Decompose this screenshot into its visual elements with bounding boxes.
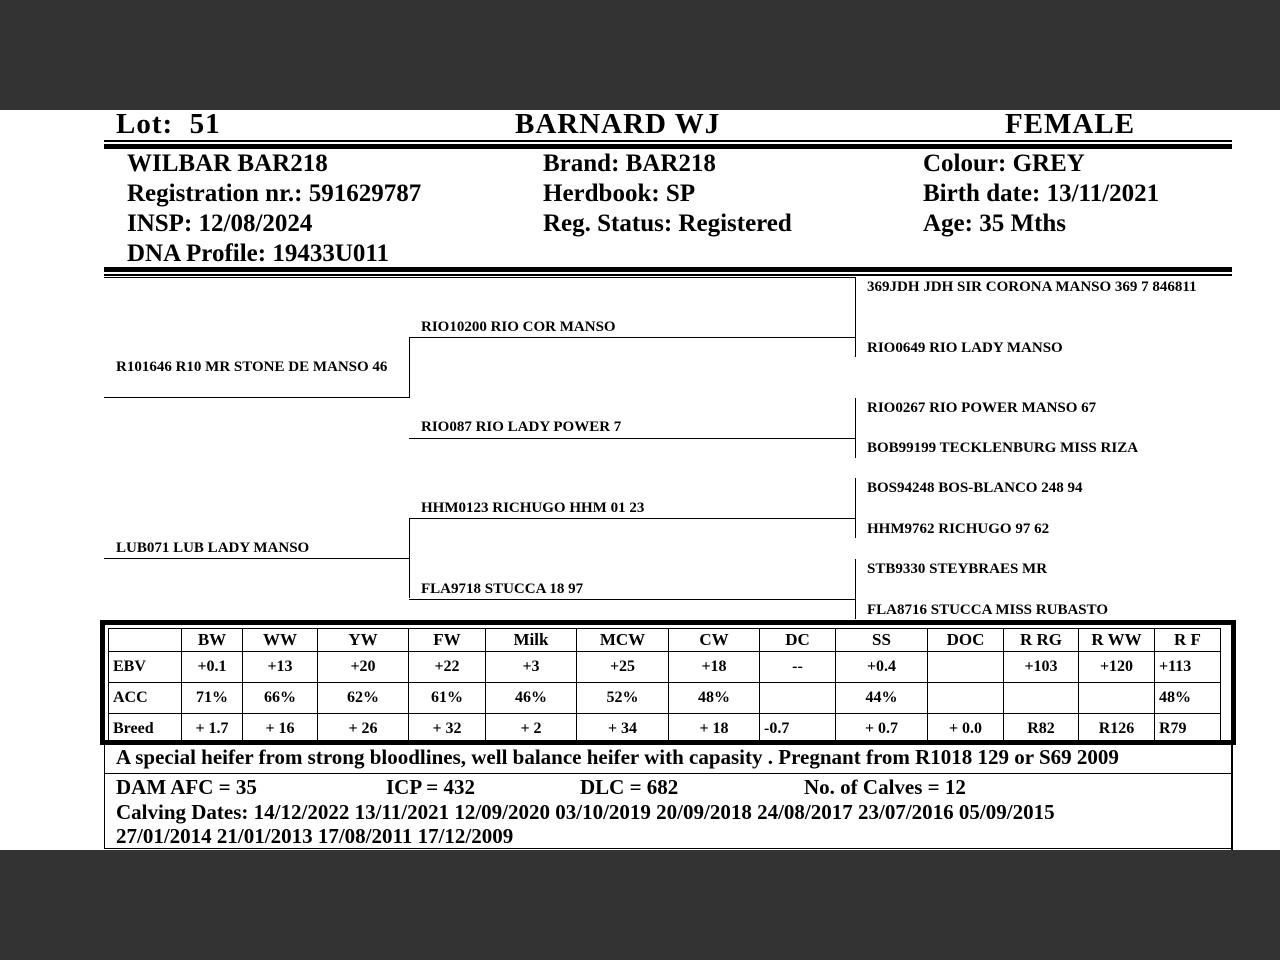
ggp-7: STB9330 STEYBRAES MR xyxy=(867,561,1048,577)
dam-calves: No. of Calves = 12 xyxy=(804,775,966,799)
animal-name: WILBAR BAR218 xyxy=(127,150,328,177)
sire-dam-line xyxy=(409,438,856,439)
reg-status: Reg. Status: Registered xyxy=(543,210,792,237)
acc-cell xyxy=(1079,683,1155,714)
breed-cell: R79 xyxy=(1155,714,1221,745)
sire-bracket xyxy=(409,338,410,398)
sire-sire-line xyxy=(409,337,856,338)
ebv-cell: +3 xyxy=(486,652,577,683)
ebv-row-label: EBV xyxy=(109,652,182,683)
lot-heading xyxy=(116,110,221,139)
ebv-col-header: R F xyxy=(1155,629,1221,652)
sire-line xyxy=(104,397,409,398)
acc-cell: 44% xyxy=(836,683,928,714)
acc-cell: 52% xyxy=(577,683,669,714)
ebv-col-header: BW xyxy=(182,629,243,652)
calving-dates-line2: 27/01/2014 21/01/2013 17/08/2011 17/12/2009 xyxy=(116,824,514,848)
pedigree-sire-sire: RIO10200 RIO COR MANSO xyxy=(421,319,616,335)
header-divider-thin xyxy=(104,140,1232,142)
dam-dlc: DLC = 682 xyxy=(580,775,679,799)
pedigree-dam-sire: HHM0123 RICHUGO HHM 01 23 xyxy=(421,500,645,516)
acc-row-label: ACC xyxy=(109,683,182,714)
pedigree-sire: R101646 R10 MR STONE DE MANSO 46 xyxy=(116,359,388,375)
ebv-col-header: Milk xyxy=(486,629,577,652)
ebv-col-header: YW xyxy=(318,629,409,652)
pedigree-bracket xyxy=(855,277,856,357)
pedigree-sire-dam: RIO087 RIO LADY POWER 7 xyxy=(421,419,622,435)
breed-cell: + 0.0 xyxy=(928,714,1004,745)
dam-sire-bracket xyxy=(855,478,856,538)
ggp-3: RIO0267 RIO POWER MANSO 67 xyxy=(867,400,1097,416)
ebv-col-header: R RG xyxy=(1004,629,1079,652)
acc-cell xyxy=(1004,683,1079,714)
ebv-col-header: CW xyxy=(669,629,760,652)
sire-dam-bracket xyxy=(855,398,856,458)
acc-cell: 48% xyxy=(1155,683,1221,714)
acc-cell: 62% xyxy=(318,683,409,714)
ebv-cell: +13 xyxy=(243,652,318,683)
ebv-cell: +103 xyxy=(1004,652,1079,683)
dam-dam-line xyxy=(409,599,856,600)
acc-cell: 71% xyxy=(182,683,243,714)
ebv-col-header: FW xyxy=(409,629,486,652)
breed-cell: + 16 xyxy=(243,714,318,745)
ebv-row xyxy=(109,652,1221,683)
dam-sire-line xyxy=(409,518,856,519)
acc-cell: 46% xyxy=(486,683,577,714)
ebv-header-row xyxy=(109,629,1221,652)
age: Age: 35 Mths xyxy=(923,210,1067,237)
sex-label: FEMALE xyxy=(1005,108,1136,140)
info-divider-thick xyxy=(104,267,1232,272)
ebv-cell: +20 xyxy=(318,652,409,683)
breed-cell: + 32 xyxy=(409,714,486,745)
ebv-cell: -- xyxy=(760,652,836,683)
breed-cell: -0.7 xyxy=(760,714,836,745)
ebv-col-header: SS xyxy=(836,629,928,652)
insp-date: INSP: 12/08/2024 xyxy=(127,210,313,237)
registration-number: Registration nr.: 591629787 xyxy=(127,180,422,207)
ebv-cell xyxy=(928,652,1004,683)
breed-cell: + 26 xyxy=(318,714,409,745)
dam-dam-bracket xyxy=(855,559,856,619)
breed-cell: + 0.7 xyxy=(836,714,928,745)
lot-number: 51 xyxy=(189,108,221,140)
ebv-col-header: DOC xyxy=(928,629,1004,652)
ebv-col-header: MCW xyxy=(577,629,669,652)
dna-profile: DNA Profile: 19433U011 xyxy=(127,240,390,267)
breed-row xyxy=(109,714,1221,745)
acc-cell xyxy=(928,683,1004,714)
dam-bracket xyxy=(409,518,410,598)
calving-dates-line1: Calving Dates: 14/12/2022 13/11/2021 12/09/2020 03/10/2019 20/09/2018 24/08/2017 23/07/2016 05/09/2015 xyxy=(116,800,1055,824)
ggp-6: HHM9762 RICHUGO 97 62 xyxy=(867,521,1050,537)
ebv-col-header: R WW xyxy=(1079,629,1155,652)
ebv-cell: +22 xyxy=(409,652,486,683)
breeder-name: BARNARD WJ xyxy=(515,108,721,140)
brand: Brand: BAR218 xyxy=(543,150,716,177)
ebv-cell: +18 xyxy=(669,652,760,683)
ebv-cell: +0.1 xyxy=(182,652,243,683)
breed-cell: + 18 xyxy=(669,714,760,745)
ebv-cell: +120 xyxy=(1079,652,1155,683)
animal-info-middle xyxy=(543,149,792,239)
pedigree-dam: LUB071 LUB LADY MANSO xyxy=(116,540,310,556)
ggp-4: BOB99199 TECKLENBURG MISS RIZA xyxy=(867,440,1139,456)
comment-text: A special heifer from strong bloodlines, well balance heifer with capasity . Pregnant from R1018 129 or S69 2009 xyxy=(116,745,1119,769)
breed-cell: + 2 xyxy=(486,714,577,745)
breed-row-label: Breed xyxy=(109,714,182,745)
info-divider-thin xyxy=(104,274,1232,276)
pedigree-top-line xyxy=(104,277,856,278)
ggp-8: FLA8716 STUCCA MISS RUBASTO xyxy=(867,602,1109,618)
dam-afc: DAM AFC = 35 xyxy=(116,775,257,799)
ggp-5: BOS94248 BOS-BLANCO 248 94 xyxy=(867,480,1083,496)
breed-cell: + 34 xyxy=(577,714,669,745)
breed-cell: R82 xyxy=(1004,714,1079,745)
animal-info-left xyxy=(127,149,421,269)
ebv-col-header: DC xyxy=(760,629,836,652)
ggp-2: RIO0649 RIO LADY MANSO xyxy=(867,340,1063,356)
catalogue-page xyxy=(0,110,1280,850)
ebv-col-header: WW xyxy=(243,629,318,652)
acc-cell: 61% xyxy=(409,683,486,714)
pedigree-dam-dam: FLA9718 STUCCA 18 97 xyxy=(421,581,584,597)
dam-icp: ICP = 432 xyxy=(386,775,475,799)
acc-cell xyxy=(760,683,836,714)
ebv-cell: +113 xyxy=(1155,652,1221,683)
ebv-col-header xyxy=(109,629,182,652)
ebv-table xyxy=(108,628,1221,745)
notes-box-right-edge xyxy=(1231,744,1233,850)
dam-line xyxy=(104,558,409,559)
ebv-cell: +0.4 xyxy=(836,652,928,683)
comment-divider xyxy=(104,773,1232,774)
herdbook: Herdbook: SP xyxy=(543,180,696,207)
acc-row xyxy=(109,683,1221,714)
ebv-cell: +25 xyxy=(577,652,669,683)
acc-cell: 66% xyxy=(243,683,318,714)
colour: Colour: GREY xyxy=(923,150,1085,177)
breed-cell: R126 xyxy=(1079,714,1155,745)
lot-label: Lot: xyxy=(116,108,174,140)
breed-cell: + 1.7 xyxy=(182,714,243,745)
acc-cell: 48% xyxy=(669,683,760,714)
birth-date: Birth date: 13/11/2021 xyxy=(923,180,1160,207)
ggp-1: 369JDH JDH SIR CORONA MANSO 369 7 846811 xyxy=(867,279,1197,295)
animal-info-right xyxy=(923,149,1159,239)
